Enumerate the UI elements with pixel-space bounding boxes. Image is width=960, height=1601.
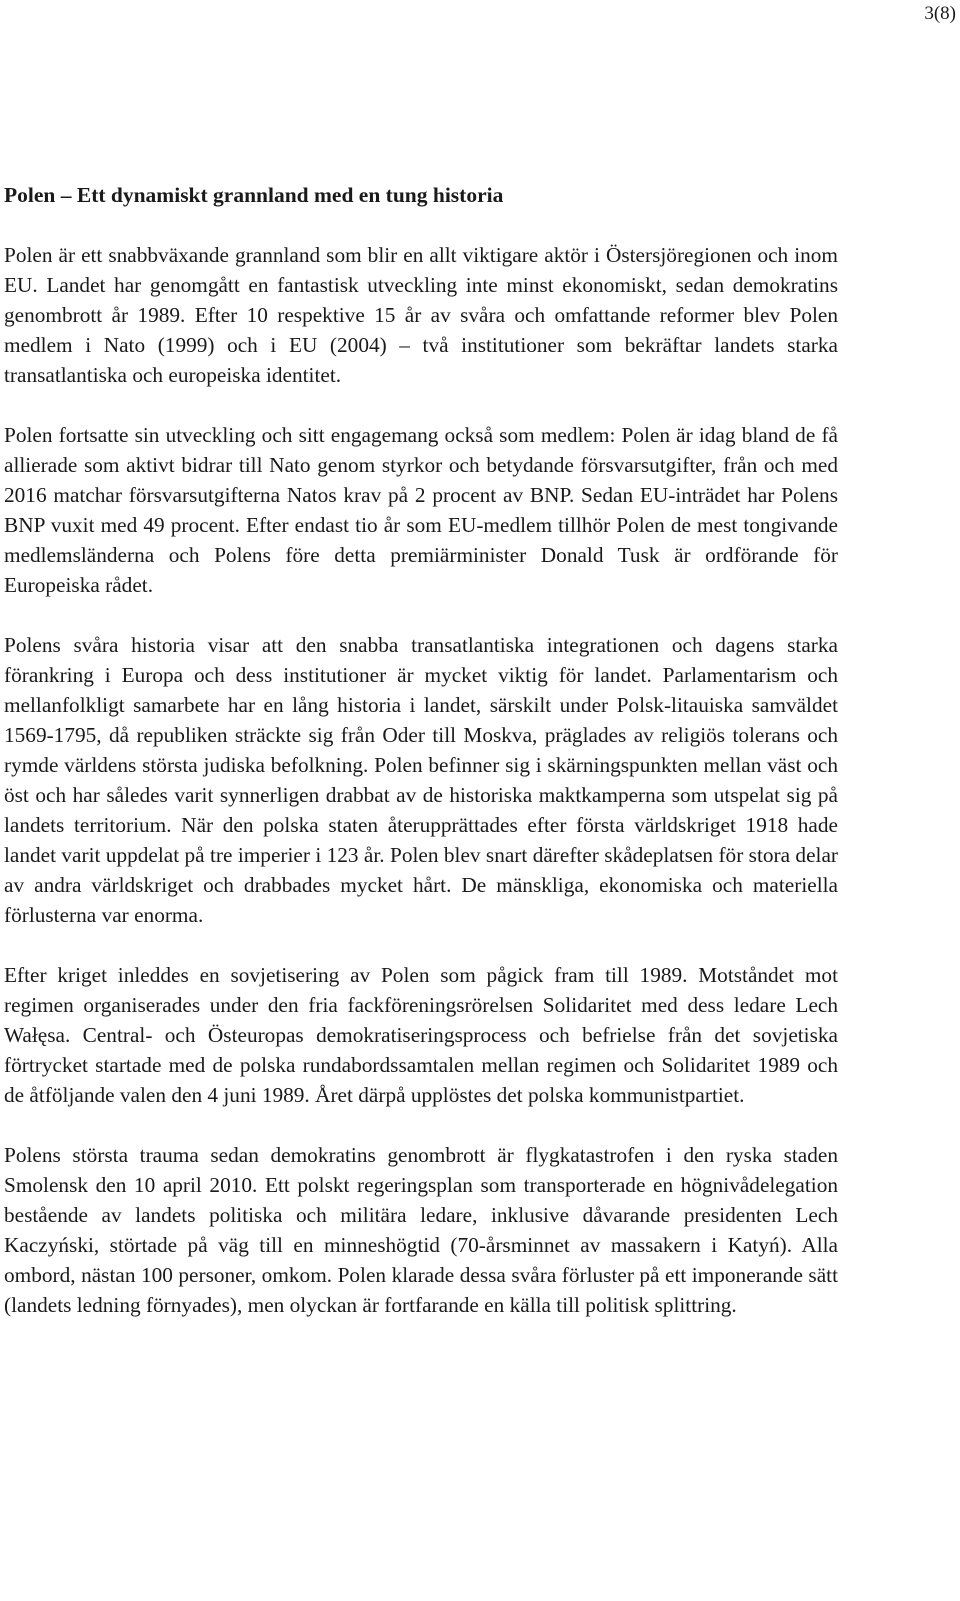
page-number: 3(8) (924, 3, 956, 24)
paragraph-smolensk: Polens största trauma sedan demokratins genombrott är flygkatastrofen i den ryska staden Smolensk den 10 april 2010. Ett polskt regeringsplan som transporterade en högnivådelegation bestående av landets politiska och militära ledare, inklusive dåvarande presidenten Lech Kaczyński, störtade på väg till en minneshögtid (70-årsminnet av massakern i Katyń). Alla ombord, nästan 100 personer, omkom. Polen klarade dessa svåra förluster på ett imponerande sätt (landets ledning förnyades), men olyckan är fortfarande en källa till politisk splittring. (4, 1143, 838, 1317)
paragraph-membership: Polen fortsatte sin utveckling och sitt engagemang också som medlem: Polen är idag bland de få allierade som aktivt bidrar till Nato genom styrkor och betydande försvarsutgifter, från och med 2016 matchar försvarsutgifterna Natos krav på 2 procent av BNP. Sedan EU-inträdet har Polens BNP vuxit med 49 procent. Efter endast tio år som EU-medlem tillhör Polen de mest tongivande medlemsländerna och Polens före detta premiärminister Donald Tusk är ordförande för Europeiska rådet. (4, 423, 838, 597)
document-body (4, 180, 838, 1350)
paragraph-history: Polens svåra historia visar att den snabba transatlantiska integrationen och dagens starka förankring i Europa och dess institutioner är mycket viktig för landet. Parlamentarism och mellanfolkligt samarbete har en lång historia i landet, särskilt under Polsk-litauiska samväldet 1569-1795, då republiken sträckte sig från Oder till Moskva, präglades av religiös tolerans och rymde världens största judiska befolkning. Polen befinner sig i skärningspunkten mellan väst och öst och har således varit synnerligen drabbat av de historiska maktkamperna som utspelat sig på landets territorium. När den polska staten återupprättades efter första världskriget 1918 hade landet varit uppdelat på tre imperier i 123 år. Polen blev snart därefter skådeplatsen för stora delar av andra världskriget och drabbades mycket hårt. De mänskliga, ekonomiska och materiella förlusterna var enorma. (4, 633, 838, 927)
paragraph-postwar: Efter kriget inleddes en sovjetisering av Polen som pågick fram till 1989. Motståndet mot regimen organiserades under den fria fackföreningsrörelsen Solidaritet med dess ledare Lech Wałęsa. Central- och Östeuropas demokratiseringsprocess och befrielse från det sovjetiska förtrycket startade med de polska rundabordssamtalen mellan regimen och Solidaritet 1989 och de åtföljande valen den 4 juni 1989. Året därpå upplöstes det polska kommunistpartiet. (4, 963, 838, 1107)
paragraph-intro: Polen är ett snabbväxande grannland som blir en allt viktigare aktör i Östersjöregionen och inom EU. Landet har genomgått en fantastisk utveckling inte minst ekonomiskt, sedan demokratins genombrott år 1989. Efter 10 respektive 15 år av svåra och omfattande reformer blev Polen medlem i Nato (1999) och i EU (2004) – två institutioner som bekräftar landets starka transatlantiska och europeiska identitet. (4, 243, 838, 387)
document-heading: Polen – Ett dynamiskt grannland med en tung historia (4, 183, 504, 207)
